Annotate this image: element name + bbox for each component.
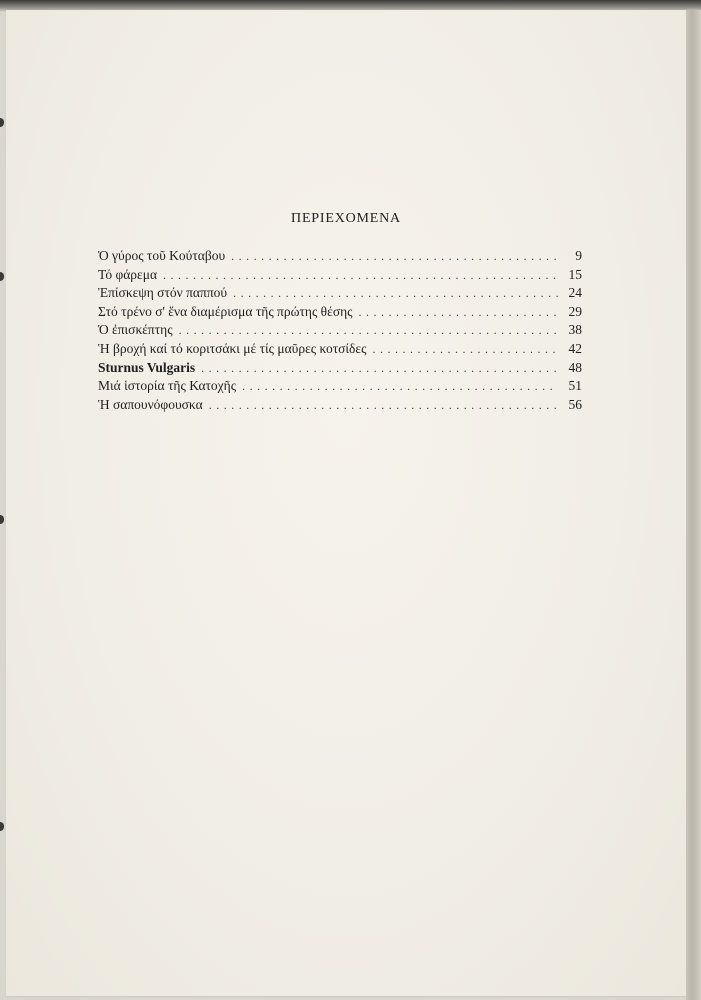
dot-leader — [179, 323, 558, 338]
dot-leader — [372, 342, 558, 357]
dot-leader — [359, 305, 558, 320]
toc-entry-page: 48 — [568, 359, 582, 375]
toc-entry-title: Ὁ ἐπισκέπτης — [98, 322, 173, 338]
dot-leader — [231, 249, 558, 264]
toc-entry-page: 56 — [568, 396, 582, 412]
binding-hole — [0, 515, 4, 524]
toc-entry-title: Ὁ γύρος τοῦ Κούταβου — [98, 248, 226, 263]
toc-entry-page: 51 — [568, 378, 582, 394]
toc-entry — [98, 267, 582, 286]
toc-entry-page: 38 — [568, 322, 582, 338]
toc-entry — [98, 304, 582, 323]
dot-leader — [163, 268, 558, 283]
toc-entry — [98, 341, 582, 360]
dot-leader — [242, 379, 558, 394]
toc-entry-title: Μιά ἱστορία τῆς Κατοχῆς — [98, 378, 237, 394]
dot-leader — [201, 361, 558, 376]
toc-entry — [98, 248, 582, 267]
toc-entry-title: Τό φάρεμα — [98, 266, 158, 282]
dot-leader — [233, 286, 558, 301]
toc-entry-page: 15 — [568, 266, 582, 282]
toc-entry — [98, 397, 582, 416]
page-stack-edge — [686, 10, 701, 1000]
toc-entry — [98, 360, 582, 379]
toc-entry-title: Sturnus Vulgaris — [98, 359, 196, 375]
toc-entry-page: 42 — [568, 340, 582, 356]
dot-leader — [209, 398, 558, 413]
toc-entry-title: Ἐπίσκεψη στόν παππού — [98, 285, 228, 301]
binding-hole — [0, 272, 4, 281]
binding-hole — [0, 822, 4, 831]
toc-entry-title: Ἡ σαπουνόφουσκα — [98, 396, 203, 412]
toc-entry-page: 24 — [568, 285, 582, 301]
table-of-contents — [98, 248, 582, 415]
toc-entry-title: Στό τρένο σ' ἕνα διαμέρισμα τῆς πρώτης θέσης — [98, 303, 353, 319]
contents-heading: ΠΕΡΙΕΧΟΜΕΝΑ — [291, 211, 401, 226]
toc-entry — [98, 378, 582, 397]
toc-entry — [98, 322, 582, 341]
toc-entry — [98, 285, 582, 304]
toc-entry-page: 9 — [575, 248, 582, 263]
book-page — [6, 10, 686, 996]
toc-entry-page: 29 — [568, 303, 582, 319]
toc-entry-title: Ἡ βροχή καί τό κοριτσάκι μέ τίς μαῦρες κοτσίδες — [98, 340, 367, 356]
binding-hole — [0, 118, 4, 127]
